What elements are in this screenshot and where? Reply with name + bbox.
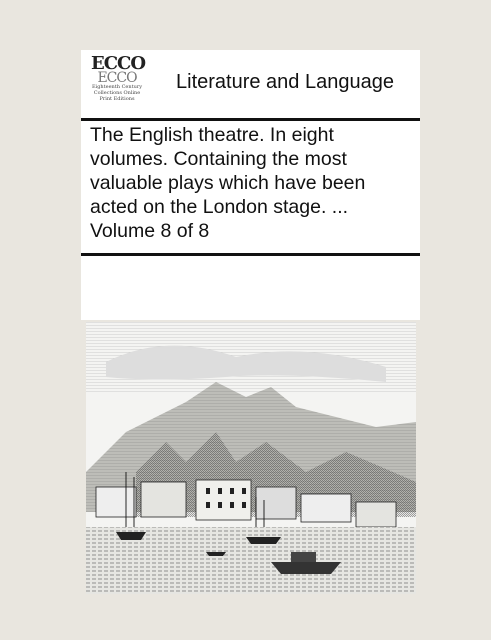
book-title: The English theatre. In eight volumes. Containing the most valuable plays which have been acted on the London stage. ... Volume 8 of 8: [90, 124, 366, 242]
category-label: Literature and Language: [176, 71, 394, 93]
logo-line-2: Collections Online: [93, 90, 141, 96]
logo-mark: ECCO: [91, 53, 146, 74]
divider-bottom: [81, 253, 420, 256]
logo-line-3: Print Editions: [99, 96, 135, 102]
engraving-harbor-mountains: [86, 322, 416, 594]
logo-line-1: Eighteenth Century: [91, 84, 143, 90]
ecco-logo: [91, 53, 146, 116]
logo-mark-reflection: ECCO: [97, 70, 137, 86]
cover-panel: [81, 50, 420, 320]
divider-top: [81, 118, 420, 121]
engraving-svg: [86, 322, 416, 594]
